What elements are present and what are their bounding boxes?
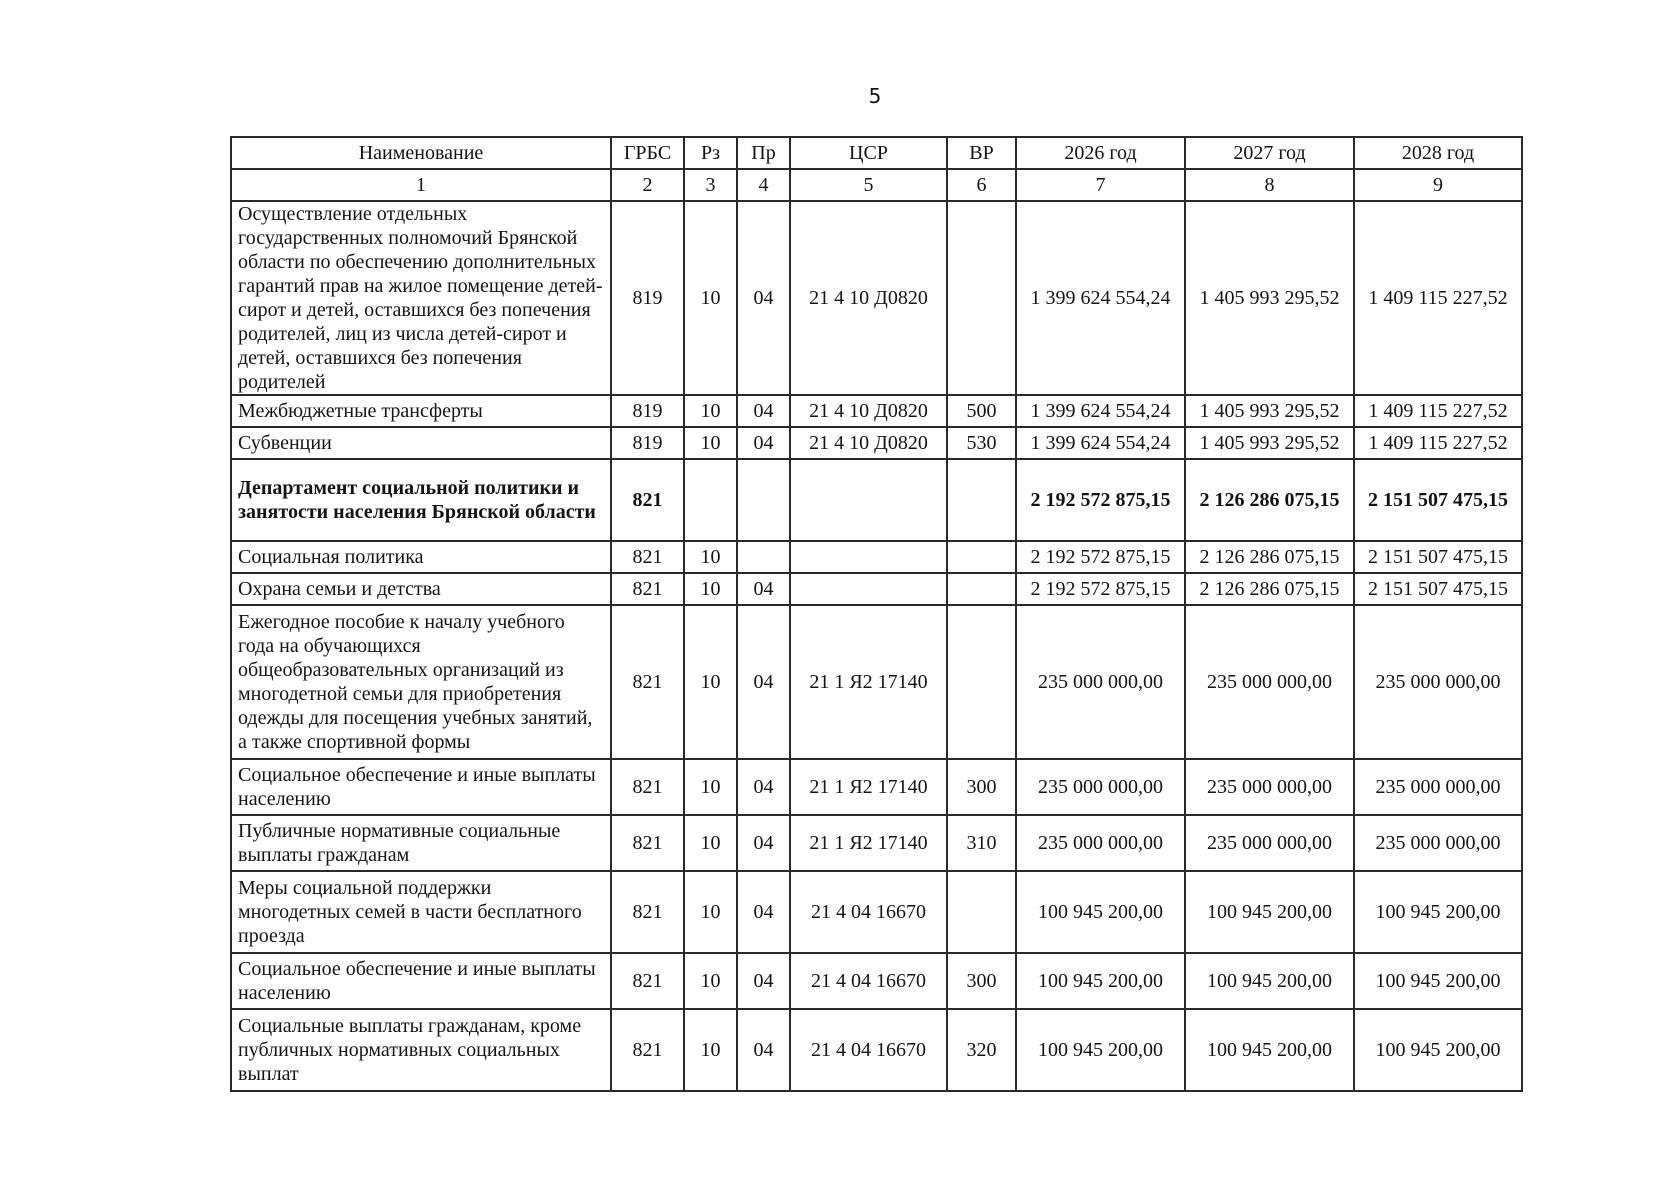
vr-cell: 300 bbox=[947, 953, 1016, 1009]
amount-2028-cell: 2 151 507 475,15 bbox=[1354, 573, 1522, 605]
rz-cell bbox=[684, 459, 737, 541]
grbs-cell: 821 bbox=[611, 759, 684, 815]
amount-2028-cell: 235 000 000,00 bbox=[1354, 759, 1522, 815]
csr-cell bbox=[790, 459, 947, 541]
amount-2027-cell: 2 126 286 075,15 bbox=[1185, 573, 1354, 605]
pr-cell: 04 bbox=[737, 953, 790, 1009]
amount-2027-cell: 1 405 993 295,52 bbox=[1185, 201, 1354, 395]
row-name: Социальные выплаты гражданам, кроме публичных нормативных социальных выплат bbox=[231, 1009, 611, 1091]
csr-cell: 21 1 Я2 17140 bbox=[790, 815, 947, 871]
pr-cell bbox=[737, 541, 790, 573]
amount-2027-cell: 1 405 993 295,52 bbox=[1185, 395, 1354, 427]
amount-2026-cell: 100 945 200,00 bbox=[1016, 1009, 1185, 1091]
vr-cell: 530 bbox=[947, 427, 1016, 459]
column-number-cell: 4 bbox=[737, 169, 790, 201]
table-row bbox=[231, 427, 1522, 459]
rz-cell: 10 bbox=[684, 201, 737, 395]
amount-2027-cell: 100 945 200,00 bbox=[1185, 871, 1354, 953]
budget-table bbox=[230, 136, 1523, 1092]
grbs-cell: 821 bbox=[611, 871, 684, 953]
vr-cell bbox=[947, 573, 1016, 605]
row-name: Межбюджетные трансферты bbox=[231, 395, 611, 427]
row-name: Департамент социальной политики и занятости населения Брянской области bbox=[231, 459, 611, 541]
header-cell: 2028 год bbox=[1354, 137, 1522, 169]
rz-cell: 10 bbox=[684, 871, 737, 953]
vr-cell bbox=[947, 459, 1016, 541]
column-number-cell: 2 bbox=[611, 169, 684, 201]
grbs-cell: 821 bbox=[611, 1009, 684, 1091]
amount-2028-cell: 100 945 200,00 bbox=[1354, 953, 1522, 1009]
csr-cell: 21 4 10 Д0820 bbox=[790, 427, 947, 459]
header-cell: 2027 год bbox=[1185, 137, 1354, 169]
rz-cell: 10 bbox=[684, 605, 737, 759]
column-number-cell: 3 bbox=[684, 169, 737, 201]
table-row bbox=[231, 541, 1522, 573]
grbs-cell: 821 bbox=[611, 953, 684, 1009]
amount-2028-cell: 235 000 000,00 bbox=[1354, 815, 1522, 871]
grbs-cell: 819 bbox=[611, 201, 684, 395]
csr-cell: 21 4 10 Д0820 bbox=[790, 201, 947, 395]
pr-cell: 04 bbox=[737, 815, 790, 871]
header-cell: 2026 год bbox=[1016, 137, 1185, 169]
header-row bbox=[231, 137, 1522, 169]
amount-2026-cell: 2 192 572 875,15 bbox=[1016, 541, 1185, 573]
grbs-cell: 819 bbox=[611, 427, 684, 459]
grbs-cell: 821 bbox=[611, 459, 684, 541]
grbs-cell: 819 bbox=[611, 395, 684, 427]
amount-2028-cell: 100 945 200,00 bbox=[1354, 871, 1522, 953]
vr-cell: 320 bbox=[947, 1009, 1016, 1091]
csr-cell: 21 1 Я2 17140 bbox=[790, 605, 947, 759]
row-name: Субвенции bbox=[231, 427, 611, 459]
pr-cell: 04 bbox=[737, 573, 790, 605]
amount-2026-cell: 100 945 200,00 bbox=[1016, 953, 1185, 1009]
amount-2028-cell: 100 945 200,00 bbox=[1354, 1009, 1522, 1091]
csr-cell: 21 4 10 Д0820 bbox=[790, 395, 947, 427]
row-name: Меры социальной поддержки многодетных семей в части бесплатного проезда bbox=[231, 871, 611, 953]
amount-2028-cell: 2 151 507 475,15 bbox=[1354, 541, 1522, 573]
column-number-cell: 1 bbox=[231, 169, 611, 201]
table-row bbox=[231, 1009, 1522, 1091]
amount-2027-cell: 235 000 000,00 bbox=[1185, 605, 1354, 759]
amount-2026-cell: 1 399 624 554,24 bbox=[1016, 395, 1185, 427]
amount-2027-cell: 1 405 993 295,52 bbox=[1185, 427, 1354, 459]
amount-2027-cell: 235 000 000,00 bbox=[1185, 759, 1354, 815]
amount-2028-cell: 2 151 507 475,15 bbox=[1354, 459, 1522, 541]
amount-2026-cell: 1 399 624 554,24 bbox=[1016, 201, 1185, 395]
csr-cell: 21 1 Я2 17140 bbox=[790, 759, 947, 815]
amount-2026-cell: 235 000 000,00 bbox=[1016, 605, 1185, 759]
amount-2028-cell: 1 409 115 227,52 bbox=[1354, 395, 1522, 427]
pr-cell: 04 bbox=[737, 201, 790, 395]
row-name: Осуществление отдельных государственных полномочий Брянской области по обеспечению дополнительных гарантий прав на жилое помещение детей-сирот и детей, оставшихся без попечения родителей, лиц из числа детей-сирот и детей, оставшихся без попечения родителей bbox=[231, 201, 611, 395]
header-cell: Рз bbox=[684, 137, 737, 169]
table-row bbox=[231, 759, 1522, 815]
amount-2027-cell: 100 945 200,00 bbox=[1185, 953, 1354, 1009]
amount-2026-cell: 1 399 624 554,24 bbox=[1016, 427, 1185, 459]
column-number-cell: 9 bbox=[1354, 169, 1522, 201]
table-row bbox=[231, 815, 1522, 871]
row-name: Ежегодное пособие к началу учебного года на обучающихся общеобразовательных организаций из многодетной семьи для приобретения одежды для посещения учебных занятий, а также спортивной формы bbox=[231, 605, 611, 759]
csr-cell bbox=[790, 541, 947, 573]
pr-cell bbox=[737, 459, 790, 541]
amount-2028-cell: 1 409 115 227,52 bbox=[1354, 427, 1522, 459]
vr-cell bbox=[947, 605, 1016, 759]
vr-cell bbox=[947, 871, 1016, 953]
column-number-cell: 7 bbox=[1016, 169, 1185, 201]
amount-2026-cell: 235 000 000,00 bbox=[1016, 759, 1185, 815]
column-number-cell: 6 bbox=[947, 169, 1016, 201]
column-number-cell: 5 bbox=[790, 169, 947, 201]
rz-cell: 10 bbox=[684, 815, 737, 871]
amount-2027-cell: 2 126 286 075,15 bbox=[1185, 459, 1354, 541]
table-row bbox=[231, 201, 1522, 395]
table-row bbox=[231, 871, 1522, 953]
pr-cell: 04 bbox=[737, 427, 790, 459]
amount-2026-cell: 235 000 000,00 bbox=[1016, 815, 1185, 871]
amount-2026-cell: 100 945 200,00 bbox=[1016, 871, 1185, 953]
header-cell: Пр bbox=[737, 137, 790, 169]
amount-2027-cell: 235 000 000,00 bbox=[1185, 815, 1354, 871]
amount-2028-cell: 235 000 000,00 bbox=[1354, 605, 1522, 759]
amount-2027-cell: 100 945 200,00 bbox=[1185, 1009, 1354, 1091]
vr-cell bbox=[947, 201, 1016, 395]
grbs-cell: 821 bbox=[611, 541, 684, 573]
grbs-cell: 821 bbox=[611, 605, 684, 759]
row-name: Социальная политика bbox=[231, 541, 611, 573]
rz-cell: 10 bbox=[684, 1009, 737, 1091]
grbs-cell: 821 bbox=[611, 573, 684, 605]
rz-cell: 10 bbox=[684, 953, 737, 1009]
table-row bbox=[231, 953, 1522, 1009]
csr-cell bbox=[790, 573, 947, 605]
table-row bbox=[231, 573, 1522, 605]
row-name: Социальное обеспечение и иные выплаты населению bbox=[231, 759, 611, 815]
header-cell: ГРБС bbox=[611, 137, 684, 169]
pr-cell: 04 bbox=[737, 605, 790, 759]
header-cell: Наименование bbox=[231, 137, 611, 169]
csr-cell: 21 4 04 16670 bbox=[790, 1009, 947, 1091]
amount-2027-cell: 2 126 286 075,15 bbox=[1185, 541, 1354, 573]
rz-cell: 10 bbox=[684, 573, 737, 605]
rz-cell: 10 bbox=[684, 427, 737, 459]
pr-cell: 04 bbox=[737, 1009, 790, 1091]
pr-cell: 04 bbox=[737, 759, 790, 815]
pr-cell: 04 bbox=[737, 395, 790, 427]
table-row bbox=[231, 459, 1522, 541]
header-cell: ЦСР bbox=[790, 137, 947, 169]
vr-cell: 310 bbox=[947, 815, 1016, 871]
csr-cell: 21 4 04 16670 bbox=[790, 871, 947, 953]
amount-2026-cell: 2 192 572 875,15 bbox=[1016, 459, 1185, 541]
rz-cell: 10 bbox=[684, 541, 737, 573]
column-number-row bbox=[231, 169, 1522, 201]
row-name: Социальное обеспечение и иные выплаты населению bbox=[231, 953, 611, 1009]
vr-cell: 300 bbox=[947, 759, 1016, 815]
rz-cell: 10 bbox=[684, 395, 737, 427]
table-row bbox=[231, 605, 1522, 759]
column-number-cell: 8 bbox=[1185, 169, 1354, 201]
header-cell: ВР bbox=[947, 137, 1016, 169]
amount-2028-cell: 1 409 115 227,52 bbox=[1354, 201, 1522, 395]
grbs-cell: 821 bbox=[611, 815, 684, 871]
amount-2026-cell: 2 192 572 875,15 bbox=[1016, 573, 1185, 605]
vr-cell: 500 bbox=[947, 395, 1016, 427]
row-name: Публичные нормативные социальные выплаты гражданам bbox=[231, 815, 611, 871]
vr-cell bbox=[947, 541, 1016, 573]
rz-cell: 10 bbox=[684, 759, 737, 815]
page-number: 5 bbox=[868, 84, 882, 108]
row-name: Охрана семьи и детства bbox=[231, 573, 611, 605]
csr-cell: 21 4 04 16670 bbox=[790, 953, 947, 1009]
pr-cell: 04 bbox=[737, 871, 790, 953]
table-row bbox=[231, 395, 1522, 427]
